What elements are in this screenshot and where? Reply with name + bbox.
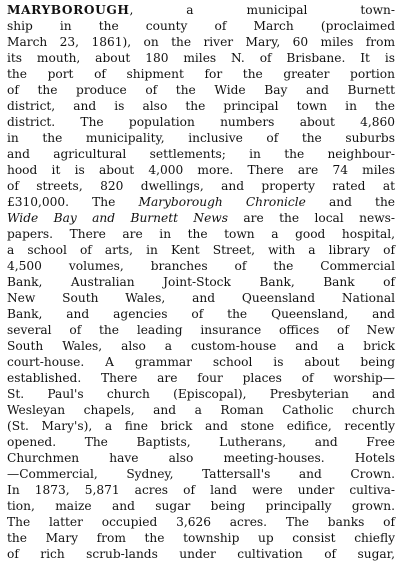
entry-line: papers. There are in the town a good hospital, bbox=[7, 227, 395, 241]
entry-line: and agricultural settlements; in the neighbour- bbox=[7, 147, 395, 161]
entry-line: The latter occupied 3,626 acres. The banks of bbox=[7, 515, 395, 529]
entry-line: district, and is also the principal town in the bbox=[7, 99, 395, 113]
newspaper-title: Maryborough Chronicle bbox=[138, 195, 306, 209]
entry-line: of streets, 820 dwellings, and property rated at bbox=[7, 179, 395, 193]
entry-line: opened. The Baptists, Lutherans, and Free bbox=[7, 435, 395, 449]
entry-line: several of the leading insurance offices of New bbox=[7, 323, 395, 337]
entry-line: —Commercial, Sydney, Tattersall's and Crown. bbox=[7, 467, 395, 481]
entry-line: St. Paul's church (Episcopal), Presbyterian and bbox=[7, 387, 395, 401]
entry-line: ship in the county of March (proclaimed bbox=[7, 19, 395, 33]
entry-line: MARYBOROUGH, a municipal town- bbox=[7, 3, 395, 17]
entry-line: established. There are four places of worship— bbox=[7, 371, 395, 385]
entry-line: hood it is about 4,000 more. There are 74 miles bbox=[7, 163, 395, 177]
entry-line: New South Wales, and Queensland National bbox=[7, 291, 395, 305]
entry-line: Bank, Australian Joint-Stock Bank, Bank of bbox=[7, 275, 395, 289]
entry-line: Wide Bay and Burnett News are the local news- bbox=[7, 211, 395, 225]
entry-line: the Mary from the township up consist chiefly bbox=[7, 531, 395, 545]
entry-line: a school of arts, in Kent Street, with a library of bbox=[7, 243, 395, 257]
entry-headword: MARYBOROUGH bbox=[7, 3, 130, 17]
entry-line: In 1873, 5,871 acres of land were under cultiva- bbox=[7, 483, 395, 497]
entry-line: tion, maize and sugar being principally grown. bbox=[7, 499, 395, 513]
entry-line: district. The population numbers about 4,860 bbox=[7, 115, 395, 129]
entry-line: the port of shipment for the greater portion bbox=[7, 67, 395, 81]
entry-line: £310,000. The Maryborough Chronicle and the bbox=[7, 195, 395, 209]
entry-line: South Wales, also a custom-house and a brick bbox=[7, 339, 395, 353]
entry-line: of rich scrub-lands under cultivation of sugar, bbox=[7, 547, 395, 561]
entry-line: 4,500 volumes, branches of the Commercial bbox=[7, 259, 395, 273]
entry-line: (St. Mary's), a fine brick and stone edifice, recently bbox=[7, 419, 395, 433]
newspaper-title: Wide Bay and Burnett News bbox=[7, 211, 228, 225]
entry-line: Bank, and agencies of the Queensland, and bbox=[7, 307, 395, 321]
entry-line: in the municipality, inclusive of the suburbs bbox=[7, 131, 395, 145]
entry-line: court-house. A grammar school is about being bbox=[7, 355, 395, 369]
entry-line: its mouth, about 180 miles N. of Brisbane. It is bbox=[7, 51, 395, 65]
entry-line: Churchmen have also meeting-houses. Hotels bbox=[7, 451, 395, 465]
entry-line: Wesleyan chapels, and a Roman Catholic church bbox=[7, 403, 395, 417]
entry-line: of the produce of the Wide Bay and Burnett bbox=[7, 83, 395, 97]
entry-line: March 23, 1861), on the river Mary, 60 miles from bbox=[7, 35, 395, 49]
